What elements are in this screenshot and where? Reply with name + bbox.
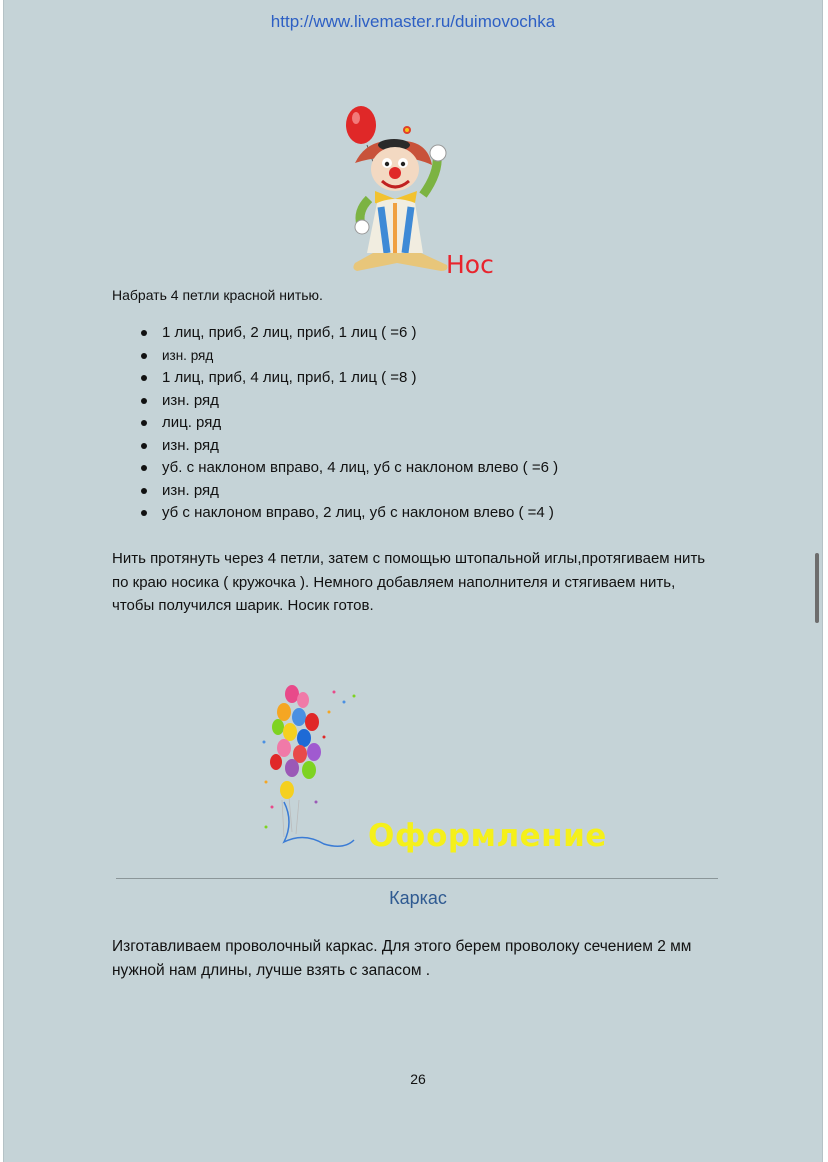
clown-illustration (337, 103, 452, 278)
divider (116, 878, 718, 879)
header-link[interactable]: http://www.livemaster.ru/duimovochka (270, 12, 556, 31)
frame-paragraph: Изготавливаем проволочный каркас. Для этого берем проволоку сечением 2 мм нужной нам длины, лучше взять с запасом . (112, 938, 692, 979)
list-item: изн. ряд (112, 345, 712, 368)
intro-text: Набрать 4 петли красной нитью. (112, 287, 323, 303)
list-item: 1 лиц, приб, 4 лиц, приб, 1 лиц ( =8 ) (112, 367, 712, 390)
balloons-illustration (254, 682, 369, 852)
section-title-nose: Нос (446, 250, 494, 279)
page-number: 26 (410, 1071, 426, 1087)
list-item: изн. ряд (112, 435, 712, 458)
list-item: изн. ряд (112, 480, 712, 503)
list-item: 1 лиц, приб, 2 лиц, приб, 1 лиц ( =6 ) (112, 322, 712, 345)
list-item: изн. ряд (112, 390, 712, 413)
list-item: лиц. ряд (112, 412, 712, 435)
section-title-decoration: Оформление (368, 818, 607, 854)
scrollbar-thumb[interactable] (815, 553, 819, 623)
list-item: уб. с наклоном вправо, 4 лиц, уб с наклоном влево ( =6 ) (112, 457, 712, 480)
subheading-frame: Каркас (389, 888, 447, 908)
steps-list (112, 322, 712, 525)
document-page (4, 0, 822, 1162)
list-item: уб с наклоном вправо, 2 лиц, уб с наклоном влево ( =4 ) (112, 502, 712, 525)
instructions-paragraph: Нить протянуть через 4 петли, затем с помощью штопальной иглы,протягиваем нить по краю носика ( кружочка ). Немного добавляем наполнителя и стягиваем нить, чтобы получился шарик. Носик готов. (112, 550, 706, 614)
